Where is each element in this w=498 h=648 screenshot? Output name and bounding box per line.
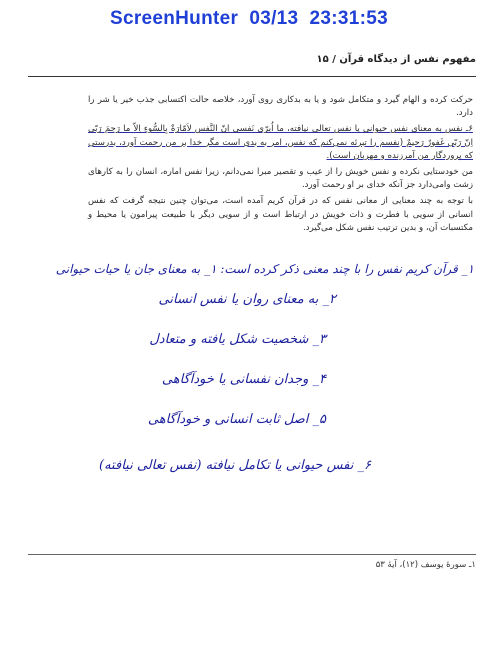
book-page	[28, 46, 476, 636]
handwritten-note-4: ۴_ وجدان نفسانی یا خودآگاهی	[161, 372, 326, 387]
screenhunter-watermark: ScreenHunter 03/13 23:31:53	[109, 8, 388, 29]
handwritten-note-5: ۵_ اصل ثابت انسانی و خودآگاهی	[147, 412, 326, 427]
paragraph: من خودستایی نکرده و نفس خویش را از عیب و تقصیر مبرا نمی‌دانم، زیرا نفس اماره، انسان را به کارهای زشت وامی‌دارد جز آنکه خدای بر او رحمت آورد.	[88, 167, 473, 191]
handwritten-note-6: ۶_ نفس حیوانی یا تکامل نیافته (نفس تعالی نیافته)	[99, 458, 371, 473]
body-text	[88, 94, 473, 238]
page-header: مفهوم نفس از دیدگاه قرآن / ۱۵	[316, 54, 476, 65]
footnote-divider	[28, 554, 476, 555]
footnote: ۱ـ سورهٔ یوسف (۱۲)، آیهٔ ۵۳	[375, 560, 476, 570]
paragraph-underlined: ۶ـ نفس به معنای نفس حیوانی یا نفس تعالی نیافته، ما اُبرّی نَفسی اِنّ النَّفس لاَمّارَةٌ بِالسُّوءِ اِلاّ ما رَحِمَ رَبّی اِنّ رَبّی غَفورٌ رَحیمٌ (نفسم را تبرئه نمی‌کنم که نفس، امر به بدی است مگر خدا بر من رحمت آورد، بدرستی که پروردگار من آمرزنده و مهربان است).	[88, 124, 473, 161]
paragraph: با توجه به چند معنایی از معانی نفس که در قرآن کریم آمده است، می‌توان چنین نتیجه گرفت که نفس انسانی از سویی با فطرت و ذات خویش در ارتباط است و از سویی دیگر با طبیعت پیرامون یا محیط و مکتسبات آن، و بدین ترتیب نفس شکل می‌گیرد.	[88, 196, 473, 233]
handwritten-note-2: ۲_ به معنای روان یا نفس انسانی	[158, 292, 336, 307]
handwritten-note-3: ۳_ شخصیت شکل یافته و متعادل	[149, 332, 326, 347]
paragraph: حرکت کرده و الهام گیرد و متکامل شود و یا به بدکاری روی آورد، خلاصه حالت اکتسابی جذب خیر یا شر را دارد.	[88, 95, 473, 119]
header-divider	[28, 76, 476, 77]
handwritten-note-1: ۱_ قرآن کریم نفس را با چند معنی ذکر کرده است: ۱_ به معنای جان یا حیات حیوانی	[55, 262, 474, 276]
